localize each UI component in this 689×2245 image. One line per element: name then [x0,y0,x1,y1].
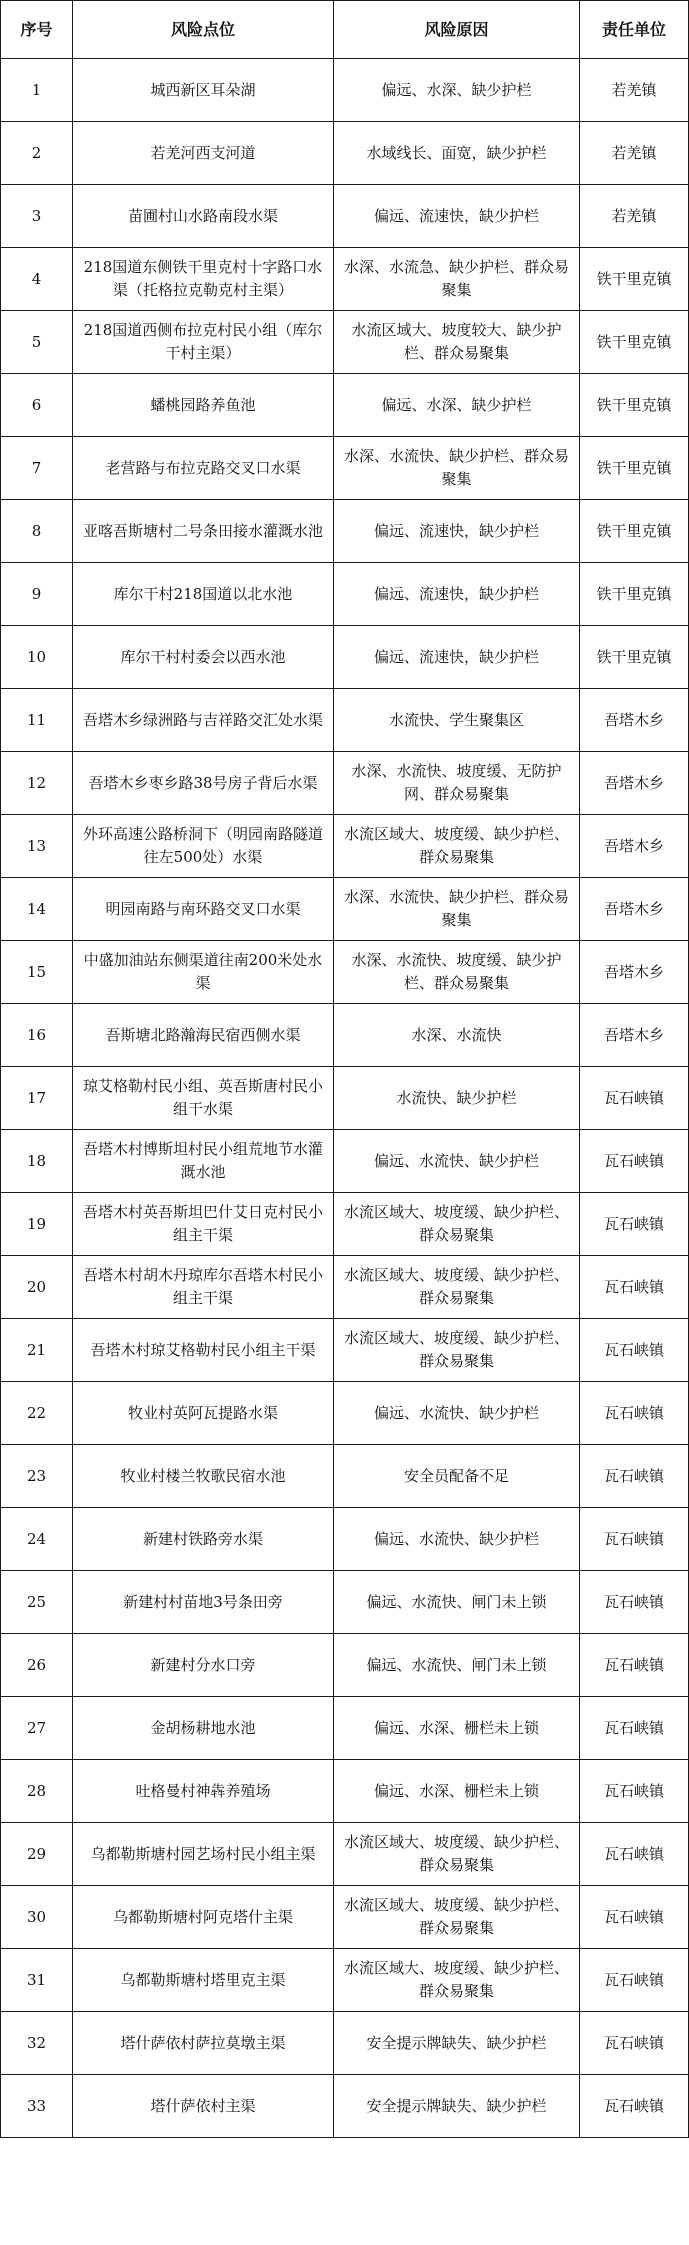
cell-responsible-unit: 瓦石峡镇 [580,1949,689,2012]
cell-risk-point: 吾塔木村博斯坦村民小组荒地节水灌溉水池 [73,1130,334,1193]
table-row [1,1067,689,1130]
cell-risk-point: 亚喀吾斯塘村二号条田接水灌溉水池 [73,500,334,563]
cell-risk-reason: 水深、水流急、缺少护栏、群众易聚集 [334,248,580,311]
cell-risk-reason: 水流快、缺少护栏 [334,1067,580,1130]
cell-risk-reason: 水深、水流快、缺少护栏、群众易聚集 [334,878,580,941]
cell-responsible-unit: 铁干里克镇 [580,311,689,374]
table-row [1,122,689,185]
cell-risk-reason: 水深、水流快 [334,1004,580,1067]
cell-index: 17 [1,1067,73,1130]
cell-index: 21 [1,1319,73,1382]
table-row [1,752,689,815]
cell-risk-point: 琼艾格勒村民小组、英吾斯唐村民小组干水渠 [73,1067,334,1130]
cell-index: 12 [1,752,73,815]
table-row [1,2075,689,2138]
table-row [1,1949,689,2012]
cell-risk-point: 吾塔木村英吾斯坦巴什艾日克村民小组主干渠 [73,1193,334,1256]
table-row [1,563,689,626]
cell-index: 31 [1,1949,73,2012]
cell-risk-reason: 偏远、水流快、缺少护栏 [334,1508,580,1571]
table-row [1,1697,689,1760]
cell-index: 19 [1,1193,73,1256]
cell-risk-reason: 偏远、水流快、缺少护栏 [334,1130,580,1193]
cell-responsible-unit: 瓦石峡镇 [580,1886,689,1949]
cell-risk-point: 若羌河西支河道 [73,122,334,185]
cell-index: 14 [1,878,73,941]
cell-responsible-unit: 铁干里克镇 [580,626,689,689]
cell-index: 9 [1,563,73,626]
table-row [1,185,689,248]
cell-responsible-unit: 若羌镇 [580,59,689,122]
cell-index: 27 [1,1697,73,1760]
cell-risk-reason: 水深、水流快、坡度缓、缺少护栏、群众易聚集 [334,941,580,1004]
cell-risk-reason: 偏远、水流快、闸门未上锁 [334,1571,580,1634]
cell-risk-reason: 水流区域大、坡度缓、缺少护栏、群众易聚集 [334,1319,580,1382]
cell-responsible-unit: 若羌镇 [580,122,689,185]
header-row [1,1,689,59]
table-row [1,1634,689,1697]
cell-risk-point: 218国道东侧铁干里克村十字路口水渠（托格拉克勒克村主渠） [73,248,334,311]
cell-risk-reason: 水流区域大、坡度较大、缺少护栏、群众易聚集 [334,311,580,374]
table-row [1,1382,689,1445]
cell-responsible-unit: 瓦石峡镇 [580,1634,689,1697]
cell-index: 7 [1,437,73,500]
cell-responsible-unit: 瓦石峡镇 [580,2075,689,2138]
cell-risk-point: 吾斯塘北路瀚海民宿西侧水渠 [73,1004,334,1067]
cell-risk-reason: 安全提示牌缺失、缺少护栏 [334,2075,580,2138]
table-row [1,500,689,563]
cell-index: 5 [1,311,73,374]
cell-index: 33 [1,2075,73,2138]
cell-risk-reason: 偏远、水流快、闸门未上锁 [334,1634,580,1697]
header-responsible-unit: 责任单位 [580,1,689,59]
cell-responsible-unit: 吾塔木乡 [580,941,689,1004]
cell-index: 2 [1,122,73,185]
cell-risk-point: 新建村分水口旁 [73,1634,334,1697]
cell-risk-point: 218国道西侧布拉克村民小组（库尔干村主渠） [73,311,334,374]
table-row [1,59,689,122]
cell-risk-point: 库尔干村218国道以北水池 [73,563,334,626]
table-row [1,1193,689,1256]
cell-risk-point: 新建村铁路旁水渠 [73,1508,334,1571]
cell-responsible-unit: 吾塔木乡 [580,815,689,878]
table-row [1,689,689,752]
cell-risk-reason: 偏远、流速快，缺少护栏 [334,626,580,689]
table-row [1,941,689,1004]
cell-responsible-unit: 铁干里克镇 [580,437,689,500]
cell-risk-point: 塔什萨依村萨拉莫墩主渠 [73,2012,334,2075]
cell-responsible-unit: 吾塔木乡 [580,878,689,941]
cell-index: 15 [1,941,73,1004]
table-row [1,374,689,437]
cell-risk-point: 中盛加油站东侧渠道往南200米处水渠 [73,941,334,1004]
cell-risk-reason: 偏远、水流快、缺少护栏 [334,1382,580,1445]
cell-risk-reason: 水流区域大、坡度缓、缺少护栏、群众易聚集 [334,1949,580,2012]
cell-risk-reason: 偏远、流速快，缺少护栏 [334,500,580,563]
cell-index: 26 [1,1634,73,1697]
cell-responsible-unit: 瓦石峡镇 [580,1193,689,1256]
cell-risk-reason: 水流区域大、坡度缓、缺少护栏、群众易聚集 [334,1823,580,1886]
table-row [1,437,689,500]
cell-responsible-unit: 瓦石峡镇 [580,1823,689,1886]
header-index: 序号 [1,1,73,59]
cell-risk-point: 蟠桃园路养鱼池 [73,374,334,437]
cell-risk-point: 明园南路与南环路交叉口水渠 [73,878,334,941]
cell-risk-point: 乌都勒斯塘村园艺场村民小组主渠 [73,1823,334,1886]
cell-responsible-unit: 瓦石峡镇 [580,2012,689,2075]
cell-risk-point: 乌都勒斯塘村阿克塔什主渠 [73,1886,334,1949]
cell-responsible-unit: 瓦石峡镇 [580,1256,689,1319]
cell-risk-reason: 偏远、流速快，缺少护栏 [334,185,580,248]
table-row [1,1823,689,1886]
cell-risk-reason: 偏远、流速快，缺少护栏 [334,563,580,626]
cell-index: 4 [1,248,73,311]
table-row [1,1508,689,1571]
table-row [1,1445,689,1508]
cell-risk-reason: 偏远、水深、缺少护栏 [334,59,580,122]
table-row [1,311,689,374]
table-row [1,878,689,941]
cell-responsible-unit: 瓦石峡镇 [580,1571,689,1634]
cell-responsible-unit: 铁干里克镇 [580,374,689,437]
cell-responsible-unit: 瓦石峡镇 [580,1697,689,1760]
cell-risk-reason: 水流区域大、坡度缓、缺少护栏、群众易聚集 [334,1886,580,1949]
cell-responsible-unit: 瓦石峡镇 [580,1508,689,1571]
cell-responsible-unit: 瓦石峡镇 [580,1319,689,1382]
table-row [1,1571,689,1634]
cell-responsible-unit: 瓦石峡镇 [580,1445,689,1508]
cell-risk-reason: 偏远、水深、缺少护栏 [334,374,580,437]
cell-risk-point: 吾塔木乡绿洲路与吉祥路交汇处水渠 [73,689,334,752]
cell-risk-point: 吾塔木村胡木丹琼库尔吾塔木村民小组主干渠 [73,1256,334,1319]
cell-responsible-unit: 瓦石峡镇 [580,1760,689,1823]
cell-index: 6 [1,374,73,437]
cell-index: 20 [1,1256,73,1319]
cell-responsible-unit: 铁干里克镇 [580,500,689,563]
cell-index: 32 [1,2012,73,2075]
cell-risk-reason: 安全员配备不足 [334,1445,580,1508]
table-row [1,626,689,689]
cell-responsible-unit: 瓦石峡镇 [580,1382,689,1445]
cell-index: 25 [1,1571,73,1634]
table-row [1,1319,689,1382]
cell-responsible-unit: 吾塔木乡 [580,1004,689,1067]
cell-responsible-unit: 若羌镇 [580,185,689,248]
table-row [1,2012,689,2075]
table-row [1,1760,689,1823]
cell-risk-point: 吐格曼村神犇养殖场 [73,1760,334,1823]
cell-index: 8 [1,500,73,563]
table-row [1,1256,689,1319]
cell-risk-reason: 水流区域大、坡度缓、缺少护栏、群众易聚集 [334,815,580,878]
cell-index: 29 [1,1823,73,1886]
cell-responsible-unit: 瓦石峡镇 [580,1067,689,1130]
cell-risk-reason: 水深、水流快、缺少护栏、群众易聚集 [334,437,580,500]
table-row [1,1004,689,1067]
cell-responsible-unit: 吾塔木乡 [580,689,689,752]
cell-responsible-unit: 瓦石峡镇 [580,1130,689,1193]
cell-risk-reason: 水域线长、面宽，缺少护栏 [334,122,580,185]
cell-index: 23 [1,1445,73,1508]
table-row [1,1886,689,1949]
cell-risk-reason: 偏远、水深、栅栏未上锁 [334,1760,580,1823]
cell-risk-point: 城西新区耳朵湖 [73,59,334,122]
cell-responsible-unit: 铁干里克镇 [580,563,689,626]
table-row [1,815,689,878]
cell-risk-point: 库尔干村村委会以西水池 [73,626,334,689]
cell-risk-reason: 水流区域大、坡度缓、缺少护栏、群众易聚集 [334,1193,580,1256]
cell-index: 16 [1,1004,73,1067]
cell-risk-point: 牧业村楼兰牧歌民宿水池 [73,1445,334,1508]
cell-index: 22 [1,1382,73,1445]
cell-risk-reason: 水流区域大、坡度缓、缺少护栏、群众易聚集 [334,1256,580,1319]
header-risk-reason: 风险原因 [334,1,580,59]
cell-index: 30 [1,1886,73,1949]
cell-risk-reason: 水流快、学生聚集区 [334,689,580,752]
header-risk-point: 风险点位 [73,1,334,59]
cell-index: 3 [1,185,73,248]
cell-risk-reason: 安全提示牌缺失、缺少护栏 [334,2012,580,2075]
cell-index: 28 [1,1760,73,1823]
cell-index: 18 [1,1130,73,1193]
cell-risk-point: 新建村村苗地3号条田旁 [73,1571,334,1634]
cell-responsible-unit: 吾塔木乡 [580,752,689,815]
cell-index: 13 [1,815,73,878]
cell-risk-point: 外环高速公路桥洞下（明园南路隧道往左500处）水渠 [73,815,334,878]
cell-risk-point: 吾塔木乡枣乡路38号房子背后水渠 [73,752,334,815]
cell-index: 24 [1,1508,73,1571]
cell-risk-point: 牧业村英阿瓦提路水渠 [73,1382,334,1445]
cell-index: 1 [1,59,73,122]
cell-risk-point: 苗圃村山水路南段水渠 [73,185,334,248]
table-row [1,248,689,311]
cell-risk-point: 金胡杨耕地水池 [73,1697,334,1760]
cell-risk-reason: 水深、水流快、坡度缓、无防护网、群众易聚集 [334,752,580,815]
cell-risk-point: 乌都勒斯塘村塔里克主渠 [73,1949,334,2012]
cell-risk-reason: 偏远、水深、栅栏未上锁 [334,1697,580,1760]
cell-risk-point: 吾塔木村琼艾格勒村民小组主干渠 [73,1319,334,1382]
cell-risk-point: 塔什萨依村主渠 [73,2075,334,2138]
table-row [1,1130,689,1193]
cell-index: 10 [1,626,73,689]
cell-risk-point: 老营路与布拉克路交叉口水渠 [73,437,334,500]
cell-responsible-unit: 铁干里克镇 [580,248,689,311]
cell-index: 11 [1,689,73,752]
